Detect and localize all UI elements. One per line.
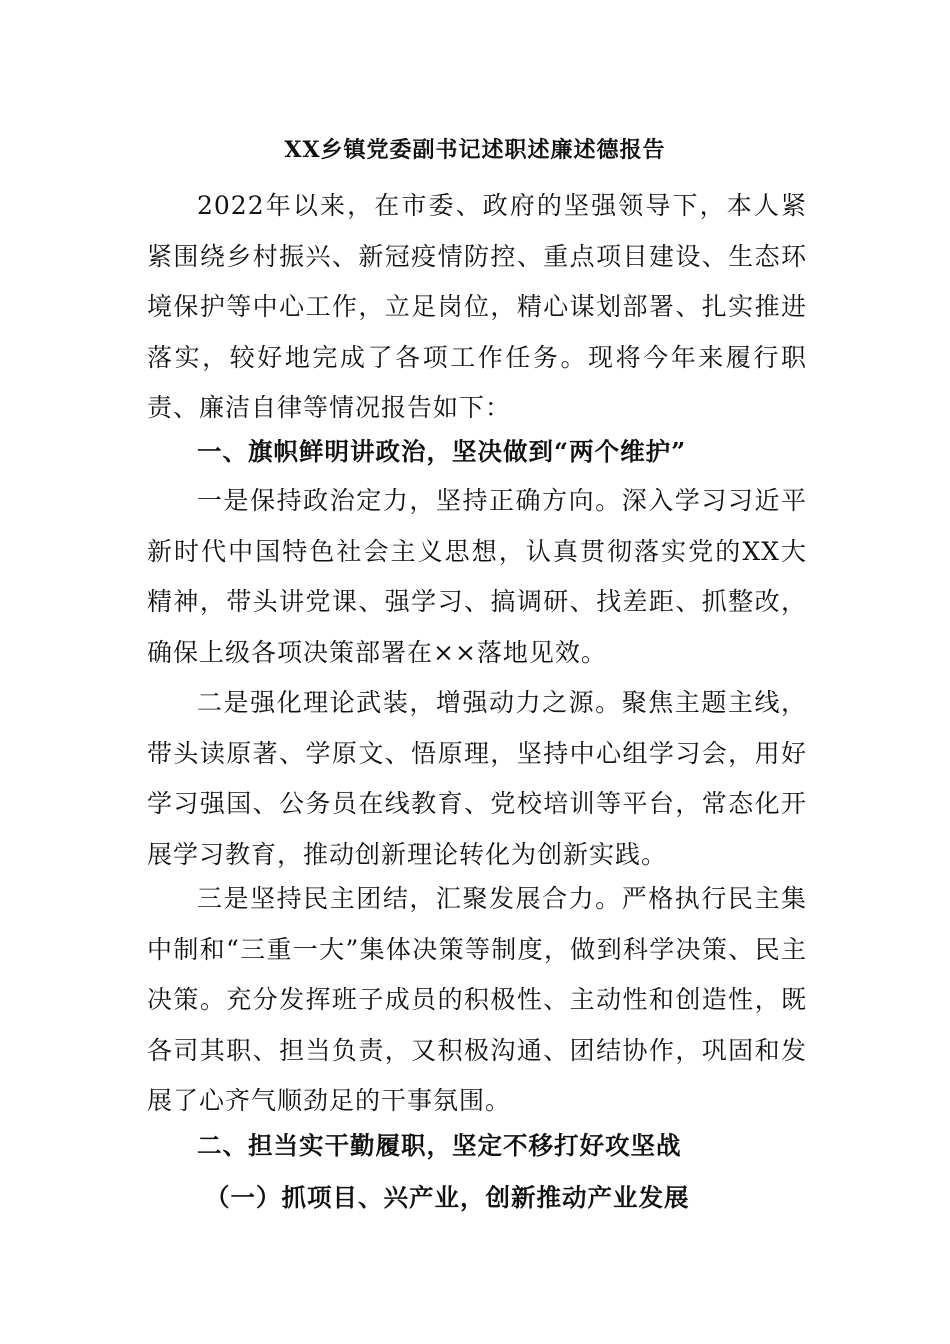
section-1-paragraph-1: 一是保持政治定力，坚持正确方向。深入学习习近平新时代中国特色社会主义思想，认真贯彻落实党的XX大精神，带头讲党课、强学习、搞调研、找差距、抓整改，确保上级各项决策部署在××落地见效。 <box>147 486 807 667</box>
section-2-heading: 二、担当实干勤履职，坚定不移打好攻坚战 <box>197 1131 682 1160</box>
intro-paragraph: 2022年以来，在市委、政府的坚强领导下，本人紧紧围绕乡村振兴、新冠疫情防控、重点项目建设、生态环境保护等中心工作，立足岗位，精心谋划部署、扎实推进落实，较好地完成了各项工作任务。现将今年来履行职责、廉洁自律等情况报告如下： <box>147 191 807 422</box>
section-2-subheading: （一）抓项目、兴产业，创新推动产业发展 <box>205 1183 690 1212</box>
section-1-paragraph-3: 三是坚持民主团结，汇聚发展合力。严格执行民主集中制和“三重一大”集体决策等制度，做到科学决策、民主决策。充分发挥班子成员的积极性、主动性和创造性，既各司其职、担当负责，又积极沟通、团结协作，巩固和发展了心齐气顺劲足的干事氛围。 <box>147 884 807 1115</box>
section-1-heading: 一、旗帜鲜明讲政治，坚决做到“两个维护” <box>197 437 687 466</box>
section-1-paragraph-2: 二是强化理论武装，增强动力之源。聚焦主题主线，带头读原著、学原文、悟原理，坚持中心组学习会，用好学习强国、公务员在线教育、党校培训等平台，常态化开展学习教育，推动创新理论转化为创新实践。 <box>147 688 807 869</box>
document-title: XX乡镇党委副书记述职述廉述德报告 <box>284 137 666 163</box>
